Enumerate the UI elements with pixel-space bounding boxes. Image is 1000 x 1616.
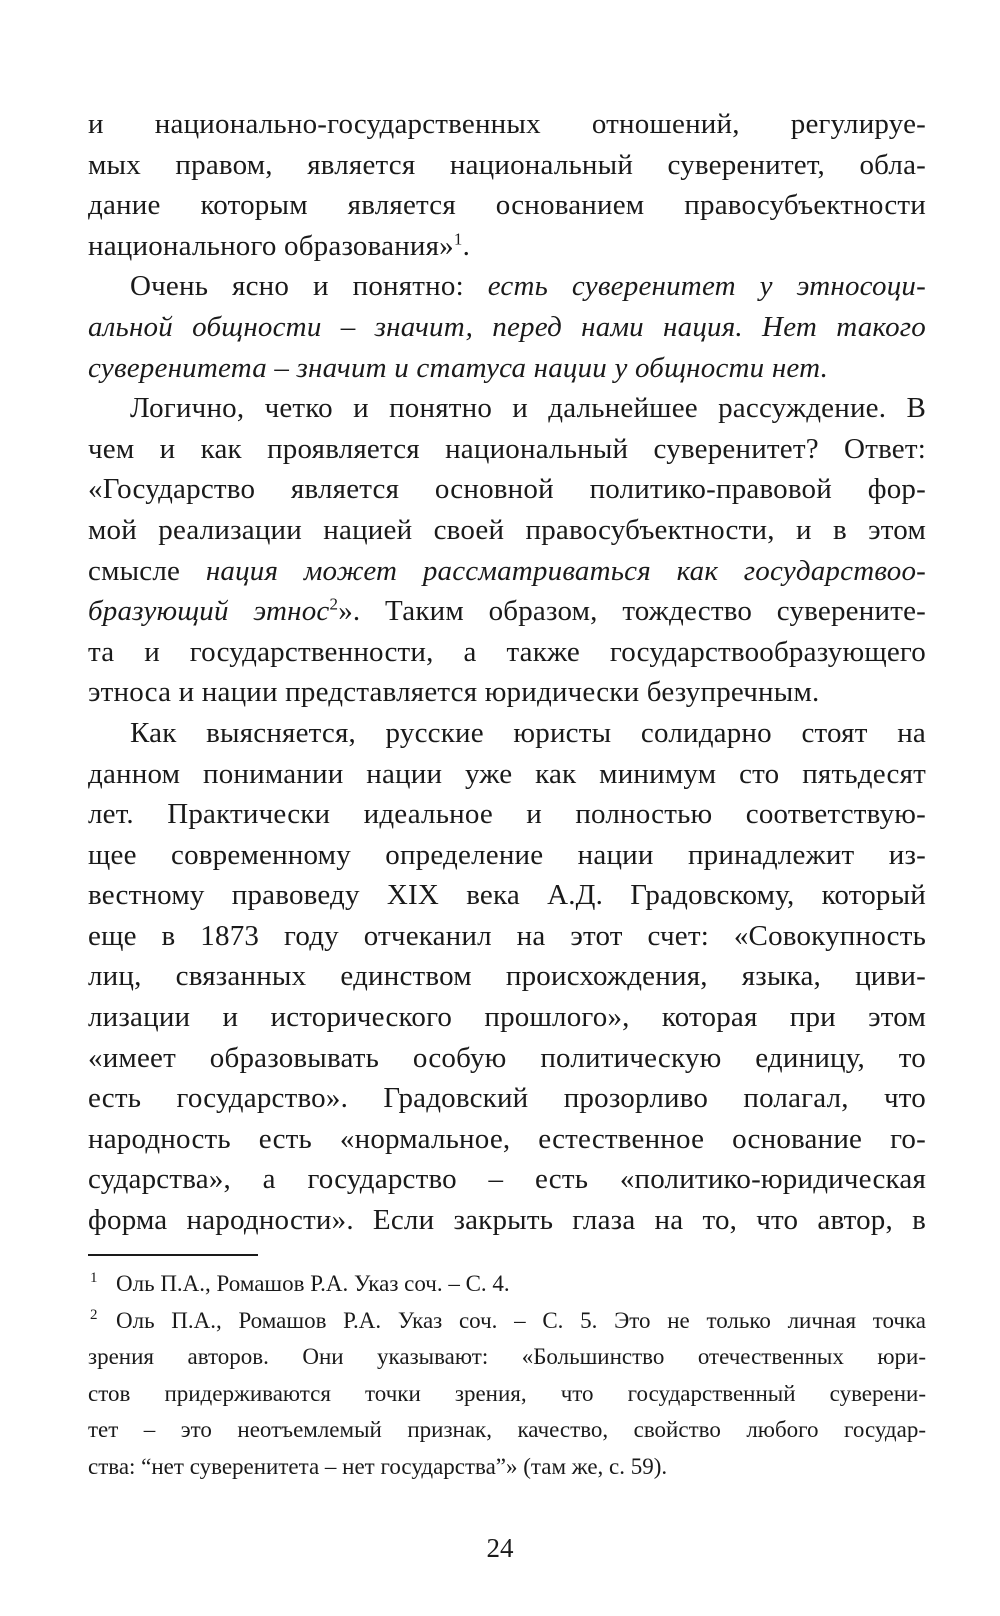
text-line bbox=[88, 307, 926, 348]
text-line: «имеет образовывать особую политическую единицу, то bbox=[88, 1041, 926, 1074]
text-line: дание которым является основанием правосубъектности bbox=[88, 189, 926, 222]
text-fragment: Очень ясно и понятно: bbox=[130, 270, 488, 303]
text-line: этноса и нации представляется юридически безупречным. bbox=[88, 676, 820, 709]
text-line: мой реализации нацией своей правосубъектности, и в этом bbox=[88, 513, 926, 546]
text-line: и национально-государственных отношений, регулируе- bbox=[88, 108, 926, 140]
footnote-line: ства: “нет суверенитета – нет государства”» (там же, с. 59). bbox=[88, 1453, 668, 1479]
text-line: мых правом, является национальный суверенитет, обла- bbox=[88, 148, 926, 181]
text-line: еще в 1873 году отчеканил на этот счет: «Совокупность bbox=[88, 919, 926, 952]
footnote-ref: 2 bbox=[329, 594, 339, 614]
italic-text: суверенитета – значит и статуса нации у общности нет. bbox=[88, 351, 829, 384]
footnote-line: зрения авторов. Они указывают: «Большинство отечественных юри- bbox=[88, 1344, 926, 1370]
text-line: щее современному определение нации принадлежит из- bbox=[88, 838, 926, 871]
footnote-line: тет – это неотъемлемый признак, качество, свойство любого государ- bbox=[88, 1417, 926, 1443]
footnote-text: Оль П.А., Ромашов Р.А. Указ соч. – С. 4. bbox=[116, 1271, 510, 1296]
text-line: лет. Практически идеальное и полностью соответствую- bbox=[88, 798, 926, 831]
text-line: та и государственности, а также государствообразующего bbox=[88, 635, 926, 668]
text-line: лиц, связанных единством происхождения, языка, циви- bbox=[88, 960, 926, 993]
footnote-line: 2 Оль П.А., Ромашов Р.А. Указ соч. – С. 5. Это не только личная точка bbox=[90, 1306, 926, 1333]
text-line: есть государство». Градовский прозорливо полагал, что bbox=[88, 1082, 926, 1115]
text-line bbox=[88, 266, 926, 307]
text-line bbox=[88, 348, 926, 389]
text-line: народность есть «нормальное, естественное основание го- bbox=[88, 1122, 926, 1155]
text-line: чем и как проявляется национальный суверенитет? Ответ: bbox=[88, 432, 926, 465]
text-line: лизации и исторического прошлого», которая при этом bbox=[88, 1001, 926, 1034]
italic-text: нация может рассматриваться как государствоо- bbox=[205, 554, 926, 587]
text-line: данном понимании нации уже как минимум сто пятьдесят bbox=[88, 757, 926, 790]
text-line: «Государство является основной политико-правовой фор- bbox=[88, 473, 926, 506]
footnote-line: стов придерживаются точки зрения, что государственный суверени- bbox=[88, 1380, 926, 1406]
footnote-ref: 1 bbox=[453, 229, 463, 249]
text-line bbox=[88, 551, 926, 592]
footnote-text: Оль П.А., Ромашов Р.А. Указ соч. – С. 5. Это не только личная точка bbox=[116, 1307, 926, 1333]
text-fragment: смысле bbox=[88, 554, 206, 587]
footnote-line: 1 Оль П.А., Ромашов Р.А. Указ соч. – С. 4. bbox=[90, 1270, 510, 1296]
text-line: Как выясняется, русские юристы солидарно стоят на bbox=[130, 716, 926, 749]
text-fragment: национального образования» bbox=[88, 229, 454, 262]
footnote-separator bbox=[88, 1254, 258, 1256]
text-line: Логично, четко и понятно и дальнейшее рассуждение. В bbox=[130, 392, 926, 425]
text-line: сударства», а государство – есть «политико-юридическая bbox=[88, 1163, 926, 1196]
italic-text: бразующий этнос bbox=[88, 595, 330, 628]
page-number: 24 bbox=[486, 1533, 514, 1563]
main-text bbox=[88, 104, 926, 1241]
text-line: вестному правоведу XIX века А.Д. Градовскому, который bbox=[88, 879, 926, 912]
footnotes bbox=[88, 1266, 926, 1486]
text-line: форма народности». Если закрыть глаза на то, что автор, в bbox=[88, 1204, 926, 1237]
text-fragment: ». Таким образом, тождество суверените- bbox=[338, 595, 926, 628]
text-line: национального образования»$^1$. bbox=[88, 229, 471, 262]
italic-text: альной общности – значит, перед нами нация. Нет такого bbox=[88, 310, 926, 343]
italic-text: есть суверенитет у этносоци- bbox=[487, 270, 926, 303]
text-line bbox=[88, 591, 926, 632]
